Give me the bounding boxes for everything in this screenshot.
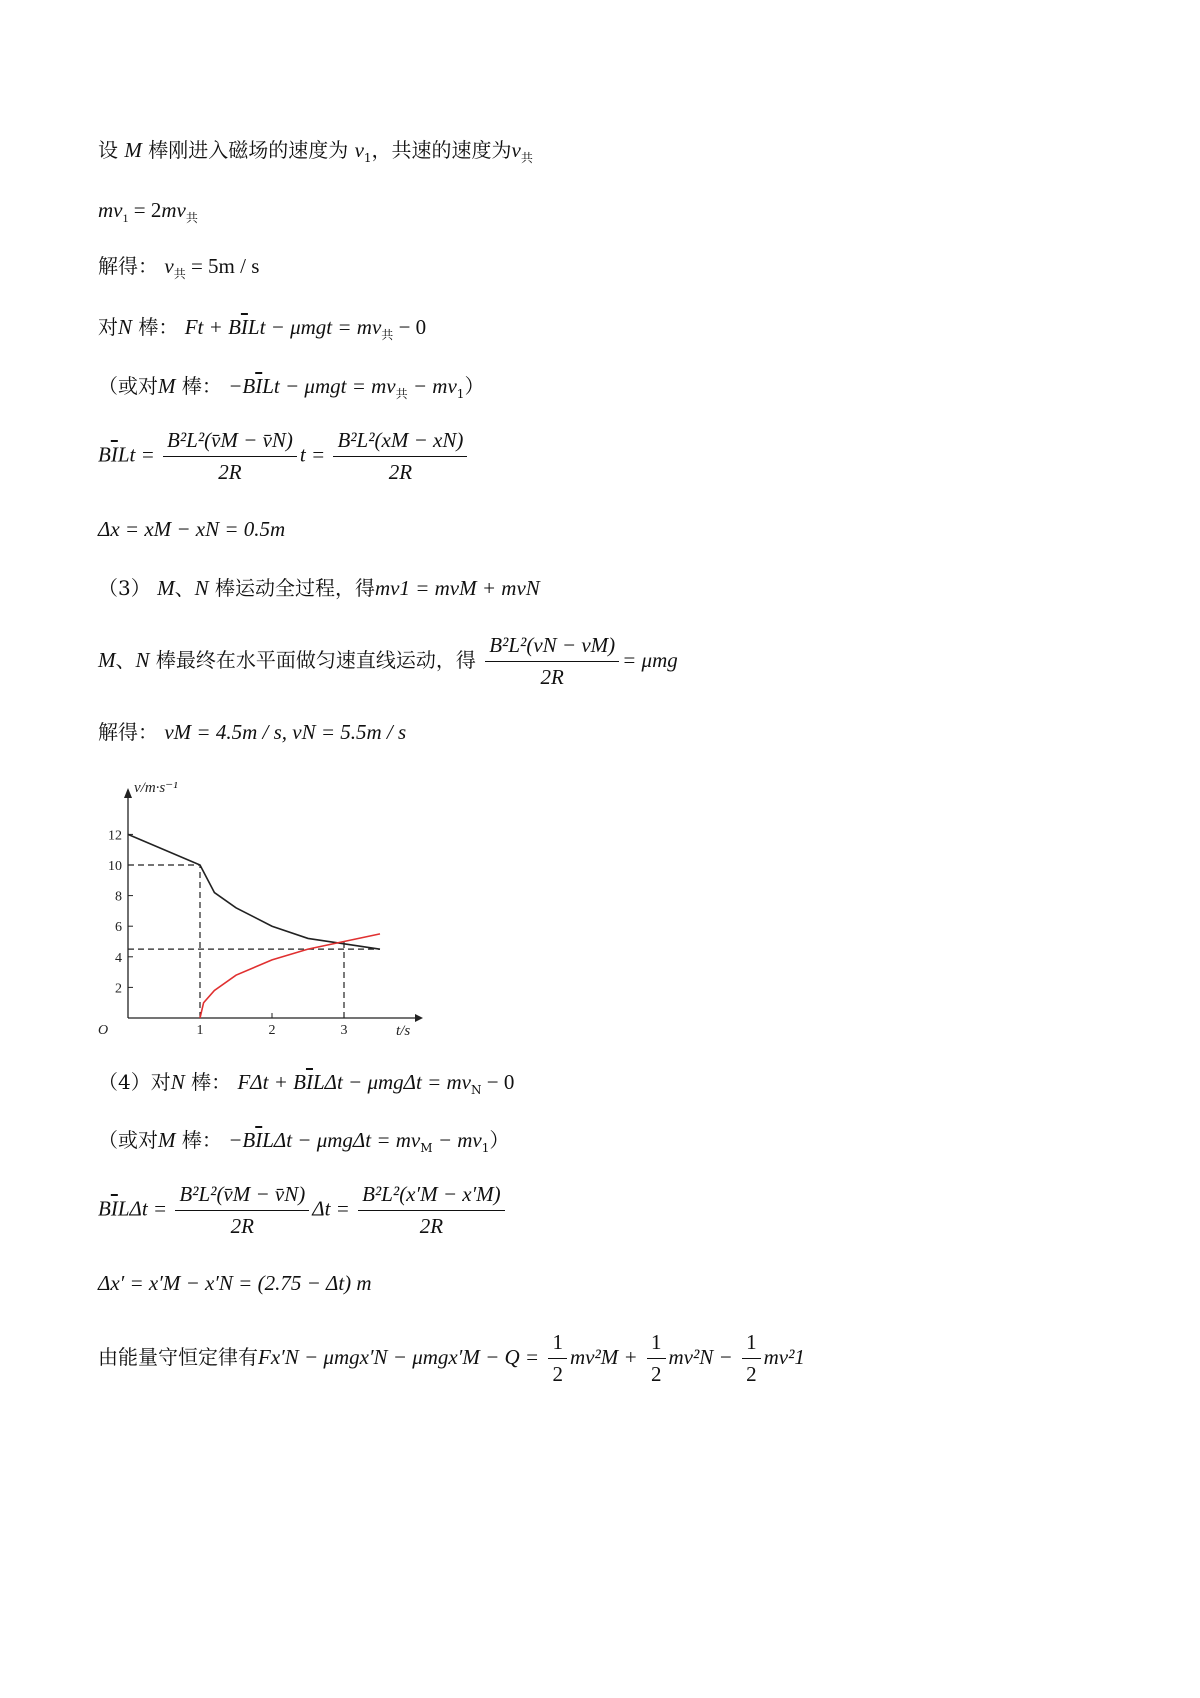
symbol-i-bar: $\overline{I}$ (255, 1128, 263, 1152)
line-14 (98, 1269, 372, 1297)
expr: vM = 4.5m / s, vN = 5.5m / s (164, 720, 407, 744)
symbol-i-bar: $\overline{I}$ (110, 1196, 118, 1221)
expr: −B (228, 1128, 256, 1152)
line-11 (98, 1068, 514, 1096)
line-12 (98, 1126, 509, 1154)
series-line-m (128, 834, 380, 949)
symbol-n: N (135, 648, 150, 672)
symbol-m: M (158, 374, 176, 398)
subscript: 1 (122, 211, 129, 226)
line-7 (98, 515, 285, 543)
origin-label: O (98, 1023, 109, 1038)
expr: = 5m / s (185, 254, 260, 278)
line-13 (98, 1182, 508, 1239)
expr: B (98, 442, 111, 467)
expr: − mv (432, 1128, 482, 1152)
expr: FΔt + B (237, 1070, 306, 1094)
numerator: 1 (548, 1330, 567, 1359)
label: 棒： (181, 1128, 222, 1152)
expr: LΔt − μmgΔt = mv (312, 1070, 472, 1094)
expr: mv²1 (763, 1345, 805, 1369)
expr: mv1 = mvM + mvN (374, 576, 540, 600)
line-3 (98, 252, 259, 280)
line-10 (98, 718, 406, 746)
expr: Lt − μmgt = mv (262, 374, 396, 398)
fraction-half-2 (647, 1330, 666, 1387)
y-tick-label: 6 (115, 920, 122, 936)
numerator: B²L²(xM − xN) (333, 428, 467, 457)
symbol-i-bar: $\overline{I}$ (110, 442, 118, 467)
subscript: 共 (173, 267, 186, 281)
symbol-m: M (157, 576, 175, 600)
text: 棒刚进入磁场的速度为 (148, 138, 349, 162)
label: ） (464, 374, 485, 398)
y-axis-label: v/m·s⁻¹ (134, 780, 178, 796)
text: 棒运动全过程，得 (214, 576, 375, 600)
numerator: B²L²(v̄M − v̄N) (175, 1182, 309, 1211)
subscript: 1 (481, 1141, 490, 1155)
expr: Ft + B (184, 315, 241, 339)
line-1 (98, 136, 533, 164)
label: 对 (98, 315, 118, 339)
expr: − 0 (393, 315, 427, 339)
text: 棒最终在水平面做匀速直线运动，得 (155, 648, 476, 672)
numerator: B²L²(x′M − x′M) (358, 1182, 505, 1211)
fraction-half-3 (742, 1330, 761, 1387)
denominator: 2 (552, 1362, 563, 1386)
series-line-n (200, 934, 380, 1018)
text: ，共速的速度为 (371, 138, 512, 162)
line-6 (98, 428, 470, 485)
symbol-m: M (158, 1128, 176, 1152)
subscript: 共 (520, 151, 533, 165)
expr: = 2 (128, 198, 162, 222)
fraction (485, 633, 619, 690)
expr: mv²M + (569, 1345, 638, 1369)
expr: LΔt − μmgΔt = mv (262, 1128, 421, 1152)
symbol-m: M (98, 648, 116, 672)
symbol-i-bar: $\overline{I}$ (305, 1070, 313, 1094)
label: （4）对 (98, 1070, 171, 1094)
expr: mv (161, 198, 186, 222)
line-5 (98, 372, 484, 400)
denominator: 2 (746, 1362, 757, 1386)
expr: Δt = (312, 1196, 350, 1221)
symbol-i-bar: $\overline{I}$ (255, 374, 263, 398)
denominator: 2R (230, 1214, 254, 1238)
line-2 (98, 196, 198, 224)
expr: B (98, 1196, 111, 1221)
symbol-v: v (164, 254, 174, 278)
label: 棒： (138, 315, 179, 339)
subscript: 共 (185, 211, 198, 226)
y-tick-label: 2 (115, 981, 122, 997)
symbol-m: M (124, 138, 142, 162)
fraction-1 (163, 428, 297, 485)
fraction-1 (175, 1182, 309, 1239)
label: 棒： (181, 374, 222, 398)
denominator: 2 (651, 1362, 662, 1386)
symbol-n: N (118, 315, 133, 339)
label: 解得： (98, 720, 158, 744)
denominator: 2R (388, 460, 413, 484)
expr: −B (228, 374, 256, 398)
label: （或对 (98, 1128, 158, 1152)
label: 解得： (98, 254, 158, 278)
label: （3） (98, 576, 151, 600)
text: 设 (98, 138, 118, 162)
line-9 (98, 633, 678, 690)
label: （或对 (98, 374, 158, 398)
y-tick-label: 8 (115, 889, 122, 905)
numerator: B²L²(vN − vM) (485, 633, 619, 662)
symbol-v1: v (354, 138, 364, 162)
expr: − 0 (481, 1070, 515, 1094)
y-tick-label: 4 (115, 950, 122, 966)
x-tick-label: 1 (196, 1023, 204, 1038)
text: 由能量守恒定律有 (98, 1345, 258, 1369)
numerator: 1 (742, 1330, 761, 1359)
expr: Lt − μmgt = mv (247, 315, 382, 339)
expr: mv (98, 198, 123, 222)
expr: Δx′ = x′M − x′N = (2.75 − Δt) m (98, 1271, 372, 1295)
y-axis-arrow (124, 788, 132, 798)
expr: t = (299, 442, 326, 467)
velocity-time-chart (90, 770, 450, 1040)
symbol-v: v (511, 138, 521, 162)
x-axis-arrow (415, 1014, 423, 1022)
symbol-n: N (170, 1070, 185, 1094)
label: ） (489, 1128, 510, 1152)
denominator: 2R (419, 1214, 444, 1238)
denominator: 2R (540, 665, 564, 689)
subscript: N (471, 1083, 482, 1097)
subscript: 共 (381, 328, 394, 342)
numerator: B²L²(v̄M − v̄N) (163, 428, 297, 457)
expr: LΔt = (117, 1196, 168, 1221)
x-tick-label: 2 (268, 1023, 276, 1038)
fraction-2 (333, 428, 467, 485)
expr: Lt = (117, 442, 155, 467)
label: 棒： (191, 1070, 232, 1094)
fraction-2 (358, 1182, 505, 1239)
fraction-half-1 (548, 1330, 567, 1387)
expr: mv²N − (668, 1345, 733, 1369)
y-tick-label: 12 (108, 828, 122, 844)
x-tick-label: 3 (340, 1023, 348, 1038)
y-tick-label: 10 (108, 859, 122, 874)
expr: − mv (407, 374, 457, 398)
expr: Δx = xM − xN = 0.5m (98, 517, 286, 541)
subscript: 1 (456, 387, 465, 401)
label: 、 (174, 576, 195, 600)
subscript: 1 (363, 151, 372, 165)
symbol-i-bar: $\overline{I}$ (240, 315, 248, 339)
expr: = μmg (622, 648, 678, 672)
line-4 (98, 313, 426, 341)
subscript: 共 (395, 387, 408, 401)
subscript: M (420, 1141, 433, 1155)
symbol-n: N (194, 576, 209, 600)
denominator: 2R (218, 460, 242, 484)
expr: Fx′N − μmgx′N − μmgx′M − Q = (258, 1345, 540, 1369)
line-15 (98, 1330, 805, 1387)
line-8 (98, 574, 540, 602)
x-axis-label: t/s (396, 1023, 411, 1039)
numerator: 1 (647, 1330, 666, 1359)
label: 、 (115, 648, 136, 672)
